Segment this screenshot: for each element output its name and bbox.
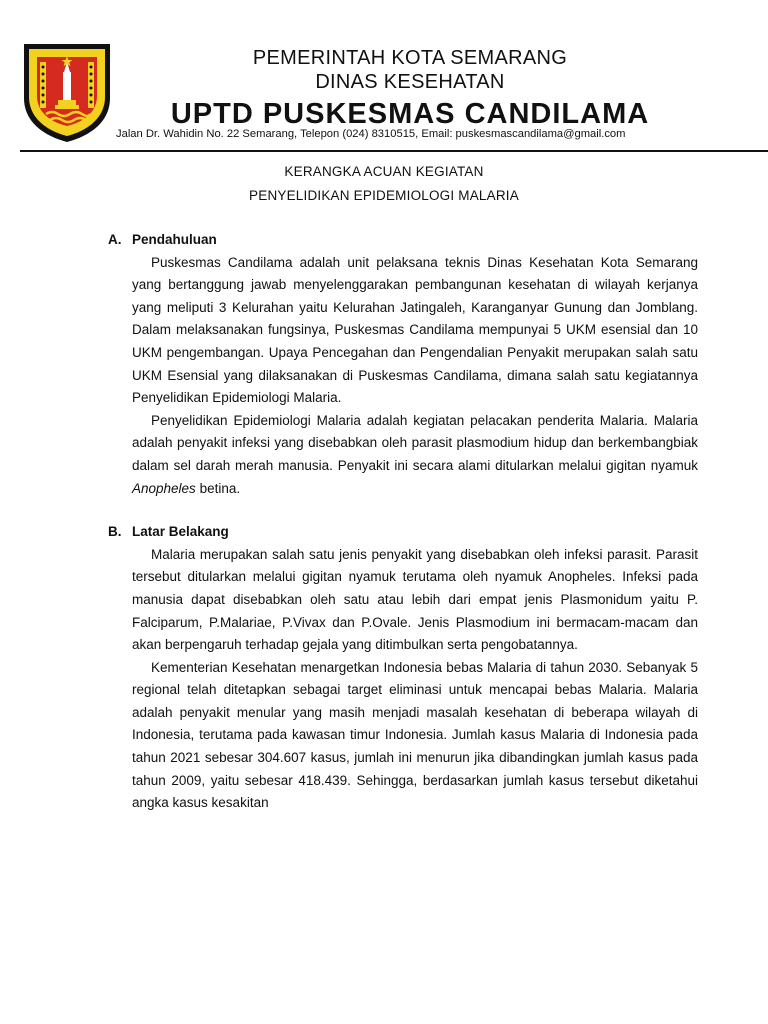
title-line-2: PENYELIDIKAN EPIDEMIOLOGI MALARIA xyxy=(249,188,519,203)
paragraph: Malaria merupakan salah satu jenis penyakit yang disebabkan oleh infeksi parasit. Parasit tersebut ditularkan melalui gigitan nyamuk terutama oleh nyamuk Anopheles. Infeksi pada manusia dapat disebabkan oleh satu atau lebih dari empat jenis Plasmonidum yaitu P. Falciparum, P.Malariae, P.Vivax dan P.Ovale. Jenis Plasmodium ini bermacam-macam dan akan berpengaruh terhadap gejala yang ditimbulkan serta pengobatannya. xyxy=(132,546,698,653)
section-letter: B. xyxy=(108,524,122,540)
document-body xyxy=(108,229,698,815)
document-title xyxy=(0,160,768,208)
section-letter: A. xyxy=(108,232,122,247)
letterhead-text xyxy=(110,46,710,132)
title-line-1: KERANGKA ACUAN KEGIATAN xyxy=(284,164,484,179)
semarang-city-emblem-icon xyxy=(20,40,114,144)
address-line: Jalan Dr. Wahidin No. 22 Semarang, Telepon (024) 8310515, Email: puskesmascandilama@gmail.com xyxy=(116,128,626,140)
government-name: PEMERINTAH KOTA SEMARANG xyxy=(252,47,568,69)
institution-name: UPTD PUSKESMAS CANDILAMA xyxy=(170,98,650,130)
section-heading-a xyxy=(108,229,698,252)
section-title: Pendahuluan xyxy=(132,232,217,247)
letterhead xyxy=(0,0,768,152)
section-title: Latar Belakang xyxy=(132,524,229,540)
paragraph-text: Penyelidikan Epidemiologi Malaria adalah kegiatan pelacakan penderita Malaria. Malaria adalah penyakit infeksi yang disebabkan oleh parasit plasmodium hidup dan berkembangbiak dalam sel darah merah manusia. Penyakit ini secara alami ditularkan melalui gigitan nyamuk xyxy=(132,412,698,473)
species-name: Anopheles xyxy=(132,480,196,496)
letterhead-divider xyxy=(20,150,768,152)
section-heading-b xyxy=(108,521,698,544)
paragraph: Kementerian Kesehatan menargetkan Indonesia bebas Malaria di tahun 2030. Sebanyak 5 regional telah ditetapkan sebagai target eliminasi untuk mencapai bebas Malaria. Malaria adalah penyakit menular yang masih menjadi masalah kesehatan di beberapa wilayah di Indonesia, terutama pada kawasan timur Indonesia. Jumlah kasus Malaria di Indonesia pada tahun 2021 sebesar 304.607 kasus, jumlah ini menurun jika dibandingkan jumlah kasus pada tahun 2009, yaitu sebesar 418.439. Sehingga, berdasarkan jumlah kasus tersebut diketahui angka kasus kesakitan xyxy=(132,659,698,811)
paragraph: Puskesmas Candilama adalah unit pelaksana teknis Dinas Kesehatan Kota Semarang yang bertanggung jawab menyelenggarakan pembangunan kesehatan di wilayah kerjanya yang meliputi 3 Kelurahan yaitu Kelurahan Jatingaleh, Karanganyar Gunung dan Jomblang. Dalam melaksanakan fungsinya, Puskesmas Candilama mempunyai 5 UKM esensial dan 10 UKM pengembangan. Upaya Pencegahan dan Pengendalian Penyakit merupakan salah satu UKM Esensial yang dilaksanakan di Puskesmas Candilama, dimana salah satu kegiatannya Penyelidikan Epidemiologi Malaria. xyxy=(132,254,698,406)
paragraph xyxy=(132,410,698,500)
paragraph-text-end: betina. xyxy=(199,480,241,496)
agency-name: DINAS KESEHATAN xyxy=(315,71,505,93)
